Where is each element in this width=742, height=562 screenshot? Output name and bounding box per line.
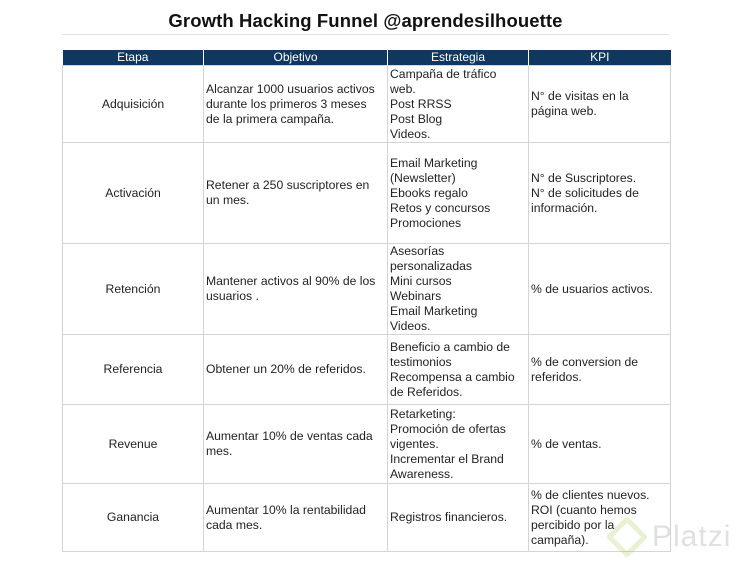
estrategia-line: testimonios <box>390 354 452 369</box>
estrategia-line: Campaña de tráfico <box>390 66 497 81</box>
table-row <box>63 484 671 552</box>
title-divider <box>62 34 669 35</box>
kpi-line: N° de solicitudes de <box>531 185 639 200</box>
objetivo-line: Mantener activos al 90% de los <box>206 274 376 288</box>
table-row <box>63 335 671 405</box>
cell-objetivo <box>204 66 388 143</box>
cell-estrategia <box>388 143 529 244</box>
estrategia-line: Videos. <box>390 319 431 333</box>
kpi-line: % de clientes nuevos. <box>531 487 650 502</box>
estrategia-line: Retos y concursos <box>390 200 491 215</box>
estrategia-line: Asesorías <box>390 244 445 258</box>
kpi-line: N° de visitas en la <box>531 89 629 103</box>
objetivo-line: Aumentar 10% la rentabilidad <box>206 502 366 517</box>
estrategia-line: Awareness. <box>390 466 454 481</box>
estrategia-line: web. <box>390 81 416 96</box>
estrategia-line: Mini cursos <box>390 274 452 288</box>
kpi-line: campaña). <box>531 532 589 547</box>
estrategia-line: Promoción de ofertas <box>390 421 506 436</box>
table-header-row <box>63 50 671 66</box>
header-kpi: KPI <box>529 50 671 66</box>
estrategia-line: Post Blog <box>390 111 443 126</box>
cell-etapa: Ganancia <box>63 484 204 552</box>
objetivo-line: Alcanzar 1000 usuarios activos <box>206 81 375 96</box>
kpi-line: información. <box>531 200 598 215</box>
objetivo-line: de la primera campaña. <box>206 111 335 126</box>
estrategia-line: Email Marketing <box>390 304 478 318</box>
cell-estrategia <box>388 484 529 552</box>
cell-objetivo <box>204 484 388 552</box>
page-title: Growth Hacking Funnel @aprendesilhouette <box>168 10 563 31</box>
kpi-line: percibido por la <box>531 517 615 532</box>
cell-etapa: Activación <box>63 143 204 244</box>
header-objetivo: Objetivo <box>204 50 388 66</box>
cell-estrategia <box>388 335 529 405</box>
objetivo-line: Retener a 250 suscriptores en <box>206 178 370 192</box>
estrategia-line: Post RRSS <box>390 96 452 111</box>
estrategia-line: Email Marketing <box>390 155 478 170</box>
cell-etapa: Referencia <box>63 335 204 405</box>
cell-objetivo <box>204 244 388 335</box>
funnel-table <box>62 50 671 552</box>
objetivo-line: durante los primeros 3 meses <box>206 96 367 111</box>
table-row <box>63 143 671 244</box>
cell-kpi <box>529 405 671 484</box>
objetivo-line: usuarios . <box>206 289 259 303</box>
estrategia-line: vigentes. <box>390 436 439 451</box>
table-row <box>63 66 671 143</box>
table-body <box>63 66 671 552</box>
cell-objetivo <box>204 143 388 244</box>
watermark-text: Platzi <box>652 520 732 553</box>
estrategia-line: (Newsletter) <box>390 170 456 185</box>
cell-kpi <box>529 143 671 244</box>
cell-estrategia <box>388 66 529 143</box>
kpi-line: página web. <box>531 104 597 118</box>
objetivo-line: Aumentar 10% de ventas cada <box>206 429 373 443</box>
estrategia-line: Retarketing: <box>390 406 456 421</box>
estrategia-line: Registros financieros. <box>390 510 508 524</box>
estrategia-line: personalizadas <box>390 259 472 273</box>
table-row <box>63 244 671 335</box>
cell-etapa: Adquisición <box>63 66 204 143</box>
estrategia-line: Incrementar el Brand <box>390 451 504 466</box>
kpi-line: referidos. <box>531 369 582 384</box>
kpi-line: ROI (cuanto hemos <box>531 502 637 517</box>
header-estrategia: Estrategia <box>388 50 529 66</box>
kpi-line: % de usuarios activos. <box>531 281 653 296</box>
cell-kpi <box>529 66 671 143</box>
header-etapa: Etapa <box>63 50 204 66</box>
kpi-line: % de ventas. <box>531 436 602 451</box>
cell-estrategia <box>388 244 529 335</box>
cell-estrategia <box>388 405 529 484</box>
estrategia-line: Beneficio a cambio de <box>390 339 510 354</box>
cell-kpi <box>529 484 671 552</box>
cell-etapa: Revenue <box>63 405 204 484</box>
estrategia-line: Videos. <box>390 126 431 141</box>
estrategia-line: Recompensa a cambio <box>390 369 515 384</box>
objetivo-line: Obtener un 20% de referidos. <box>206 362 366 376</box>
estrategia-line: de Referidos. <box>390 384 463 399</box>
cell-kpi <box>529 244 671 335</box>
estrategia-line: Ebooks regalo <box>390 185 468 200</box>
objetivo-line: cada mes. <box>206 517 263 532</box>
estrategia-line: Promociones <box>390 215 462 230</box>
cell-objetivo <box>204 335 388 405</box>
objetivo-line: mes. <box>206 444 233 458</box>
estrategia-line: Webinars <box>390 289 442 303</box>
table-row <box>63 405 671 484</box>
cell-objetivo <box>204 405 388 484</box>
cell-etapa: Retención <box>63 244 204 335</box>
objetivo-line: un mes. <box>206 193 250 207</box>
kpi-line: N° de Suscriptores. <box>531 170 637 185</box>
kpi-line: % de conversion de <box>531 354 639 369</box>
cell-kpi <box>529 335 671 405</box>
